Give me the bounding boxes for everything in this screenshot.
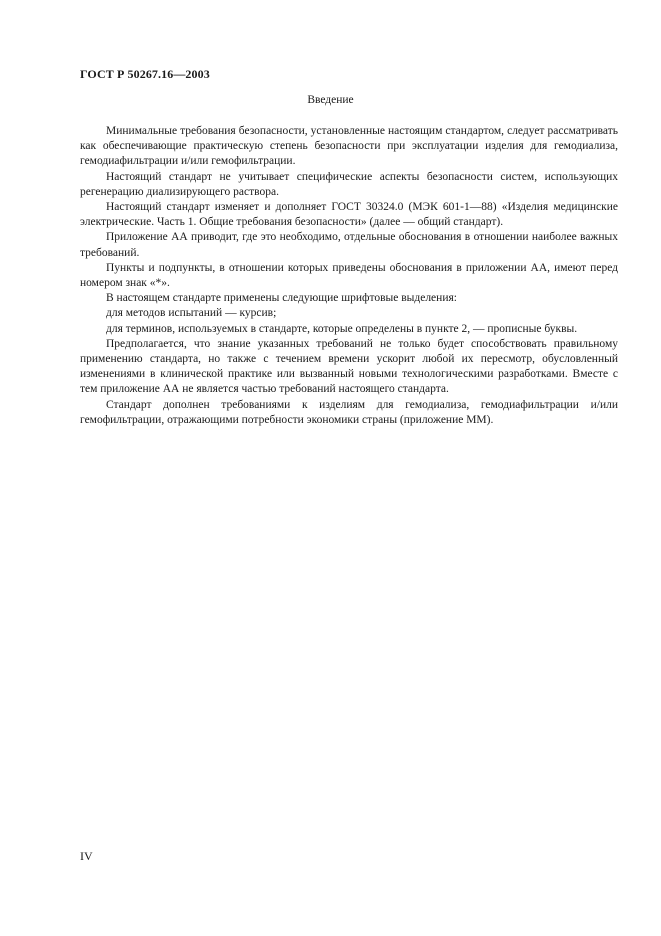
- paragraph-purpose: Предполагается, что знание указанных требований не только будет способствовать правильному применению стандарта, но также с течением времени ускорит любой их пересмотр, обусловленный изменениями в клинической практике или вызванный новыми технологическими разработками. Вместе с тем приложение АА не является частью требований настоящего стандарта.: [80, 337, 618, 396]
- paragraph-safety-requirements: Минимальные требования безопасности, установленные настоящим стандартом, следует рассматривать как обеспечивающие практическую степень безопасности при эксплуатации изделия для гемодиализа, гемодиафильтрации и/или гемофильтрации.: [80, 125, 618, 168]
- paragraph-regeneration: Настоящий стандарт не учитывает специфические аспекты безопасности систем, использующих регенерацию диализирующего раствора.: [80, 170, 618, 198]
- introduction-body: [80, 124, 618, 428]
- document-code-header: ГОСТ Р 50267.16—2003: [80, 67, 210, 81]
- paragraph-font-conventions: В настоящем стандарте применены следующие шрифтовые выделения:: [106, 292, 457, 305]
- paragraph-general-standard: Настоящий стандарт изменяет и дополняет ГОСТ 30324.0 (МЭК 601-1—88) «Изделия медицинские электрические. Часть 1. Общие требования безопасности» (далее — общий стандарт).: [80, 201, 618, 229]
- paragraph-annex-aa: Приложение АА приводит, где это необходимо, отдельные обоснования в отношении наиболее важных требований.: [80, 231, 618, 259]
- paragraph-annex-mm: Стандарт дополнен требованиями к изделиям для гемодиализа, гемодиафильтрации и/или гемофильтрации, отражающими потребности экономики страны (приложение ММ).: [80, 398, 618, 426]
- page-number: IV: [80, 849, 93, 863]
- paragraph-asterisk-mark: Пункты и подпункты, в отношении которых приведены обоснования в приложении АА, имеют перед номером знак «*».: [80, 261, 618, 290]
- paragraph-test-methods-italic: для методов испытаний — курсив;: [106, 307, 277, 320]
- section-title: Введение: [307, 94, 354, 106]
- paragraph-terms-capitals: для терминов, используемых в стандарте, которые определены в пункте 2, — прописные буквы.: [106, 322, 578, 335]
